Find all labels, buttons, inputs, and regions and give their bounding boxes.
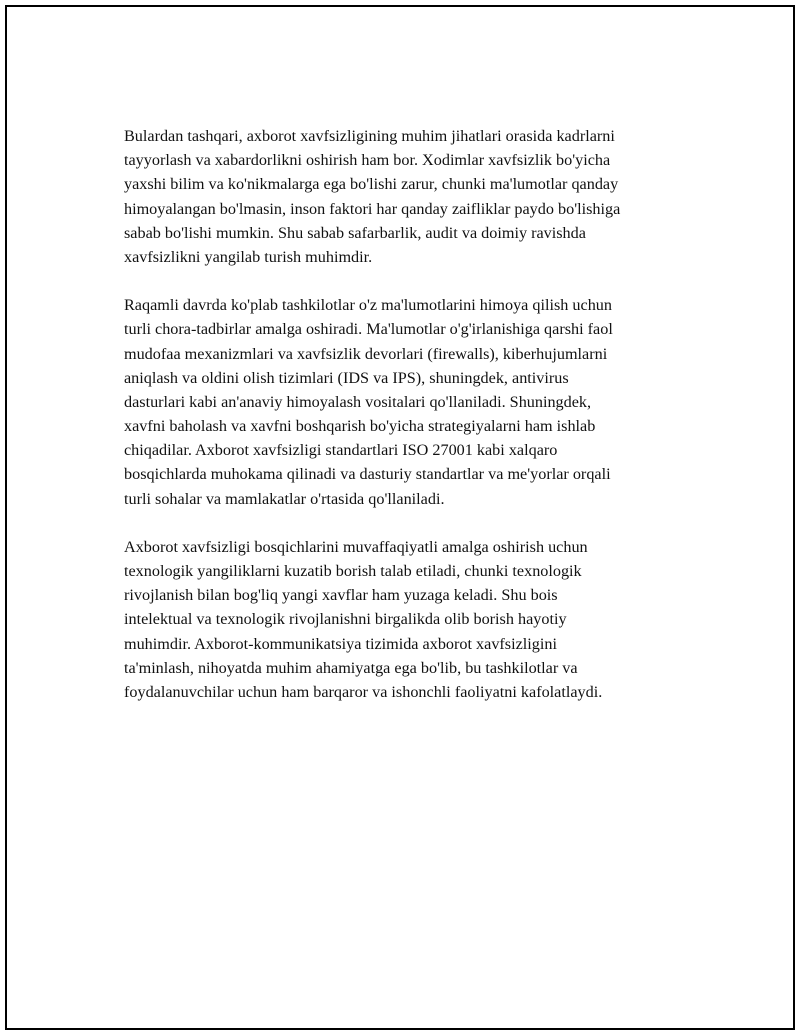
text-line: dasturlari kabi an'anaviy himoyalash vositalari qo'llaniladi. Shuningdek, — [124, 392, 592, 411]
text-line: texnologik yangiliklarni kuzatib borish talab etiladi, chunki texnologik — [124, 562, 582, 580]
text-line: rivojlanish bilan bog'liq yangi xavflar ham yuzaga keladi. Shu bois — [124, 586, 558, 605]
text-line: xavfni baholash va xavfni boshqarish bo'yicha strategiyalarni ham ishlab — [124, 417, 596, 436]
text-line: intelektual va texnologik rivojlanishni birgalikda olib borish hayotiy — [124, 610, 567, 629]
text-line: Axborot xavfsizligi bosqichlarini muvaffaqiyatli amalga oshirish uchun — [124, 537, 588, 556]
paragraph-3 — [124, 535, 694, 704]
text-line: xavfsizlikni yangilab turish muhimdir. — [124, 247, 373, 266]
text-line: muhimdir. Axborot-kommunikatsiya tizimida axborot xavfsizligini — [124, 634, 557, 653]
text-line: sabab bo'lishi mumkin. Shu sabab safarbarlik, audit va doimiy ravishda — [124, 223, 586, 242]
page-frame — [5, 5, 795, 1030]
paragraph-1 — [124, 124, 694, 269]
text-line: tayyorlash va xabardorlikni oshirish ham bor. Xodimlar xavfsizlik bo'yicha — [124, 151, 611, 170]
document-body — [124, 124, 694, 728]
text-line: himoyalangan bo'lmasin, inson faktori har qanday zaifliklar paydo bo'lishiga — [124, 199, 621, 218]
text-line: mudofaa mexanizmlari va xavfsizlik devorlari (firewalls), kiberhujumlarni — [124, 344, 608, 363]
text-line: Bulardan tashqari, axborot xavfsizligining muhim jihatlari orasida kadrlarni — [124, 127, 615, 145]
text-line: aniqlash va oldini olish tizimlari (IDS va IPS), shuningdek, antivirus — [124, 368, 569, 387]
paragraph-2 — [124, 293, 694, 511]
text-line: ta'minlash, nihoyatda muhim ahamiyatga ega bo'lib, bu tashkilotlar va — [124, 658, 578, 677]
text-line: foydalanuvchilar uchun ham barqaror va ishonchli faoliyatni kafolatlaydi. — [124, 682, 603, 701]
text-line: yaxshi bilim va ko'nikmalarga ega bo'lishi zarur, chunki ma'lumotlar qanday — [124, 175, 619, 194]
text-line: turli chora-tadbirlar amalga oshiradi. Ma'lumotlar o'g'irlanishiga qarshi faol — [124, 320, 613, 339]
text-line: bosqichlarda muhokama qilinadi va dasturiy standartlar va me'yorlar orqali — [124, 465, 611, 484]
text-line: chiqadilar. Axborot xavfsizligi standartlari ISO 27001 kabi xalqaro — [124, 441, 558, 460]
text-line: Raqamli davrda ko'plab tashkilotlar o'z ma'lumotlarini himoya qilish uchun — [124, 296, 612, 315]
text-line: turli sohalar va mamlakatlar o'rtasida qo'llaniladi. — [124, 489, 445, 508]
